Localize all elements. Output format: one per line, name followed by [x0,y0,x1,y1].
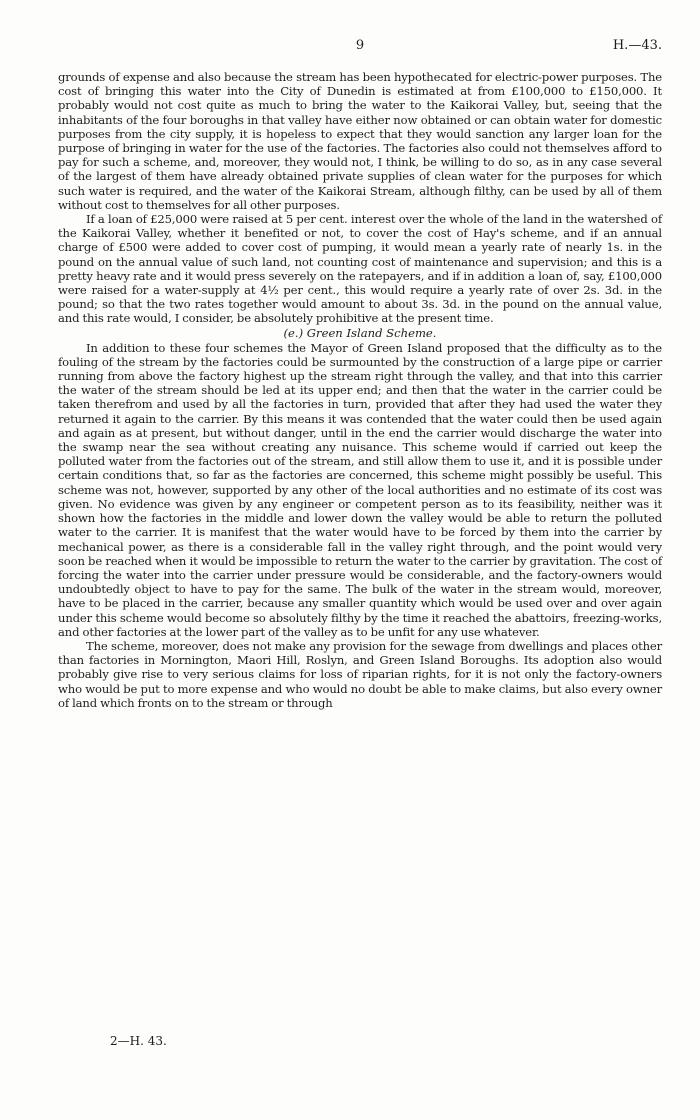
document-body [58,70,662,710]
paragraph-loan-rates: If a loan of £25,000 were raised at 5 per cent. interest over the whole of the land in the watershed of the Kaikorai Valley, whether it benefited or not, to cover the cost of Hay's scheme, and if an annual charge of £500 were added to cover cost of pumping, it would mean a yearly rate of nearly 1s. in the pound on the annual value of such land, not counting cost of maintenance and supervision; and this is a pretty heavy rate and it would press severely on the ratepayers, and if in addition a loan of, say, £100,000 were raised for a water-supply at 4½ per cent., this would require a yearly rate of over 2s. 3d. in the pound; so that the two rates together would amount to about 3s. 3d. in the pound on the annual value, and this rate would, I consider, be absolutely prohibitive at the present time. [58,212,662,326]
page-number: 9 [355,38,365,53]
paragraph-sewage-provision: The scheme, moreover, does not make any provision for the sewage from dwellings and places other than factories in Mornington, Maori Hill, Roslyn, and Green Island Boroughs. Its adoption also would probably give rise to very serious claims for loss of riparian rights, for it is not only the factory-owners who would be put to more expense and who would no doubt be able to make claims, but also every owner of land which fronts on to the stream or through [58,638,662,710]
paragraph-continuation: grounds of expense and also because the stream has been hypothecated for electric-power purposes. The cost of bringing this water into the City of Dunedin is estimated at from £100,000 to £150,000. It probably would not cost quite as much to bring the water to the Kaikorai Valley, but, seeing that the inhabitants of the four boroughs in that valley have either now obtained or can obtain water for domestic purposes from the city supply, it is hopeless to expect that they would sanction any larger loan for the purpose of bringing in water for the use of the factories. The factories also could not themselves afford to pay for such a scheme, and, moreover, they would not, I think, be willing to do so, as in any case several of the largest of them have already obtained private supplies of clean water for the purposes for which such water is required, and the water of the Kaikorai Stream, although filthy, can be used by all of them without cost to themselves for all other purposes. [58,70,662,212]
page-header [58,38,662,58]
paragraph-green-island-scheme: In addition to these four schemes the Mayor of Green Island proposed that the difficulty as to the fouling of the stream by the factories could be surmounted by the construction of a large pipe or carrier running from above the factory highest up the stream right through the valley, and that into this carrier the water of the stream should be led at its upper end; and then that the water in the carrier could be taken therefrom and used by all the factories in turn, provided that after they had used the water they returned it again to the carrier. By this means it was contended that the water could then be used again and again as at present, but without danger, until in the end the carrier would discharge the water into the swamp near the sea without creating any nuisance. This scheme would if carried out keep the polluted water from the factories out of the stream, and still allow them to use it, and it is possible under certain conditions that, so far as the factories are concerned, this scheme might possibly be useful. This scheme was not, however, supported by any other of the local authorities and no estimate of its cost was given. No evidence was given by any engineer or competent person as to its feasibility, neither was it shown how the factories in the middle and lower down the valley would be able to return the polluted water to the carrier. It is manifest that the water would have to be forced by them into the carrier by mechanical power, as there is a considerable fall in the valley right through, and the point would very soon be reached when it would be impossible to return the water to the carrier by gravitation. The cost of forcing the water into the carrier under pressure would be considerable, and the factory-owners would undoubtedly object to have to pay for the same. The bulk of the water in the stream would, moreover, have to be placed in the carrier, because any smaller quantity which would be used over and over again under this scheme would become so absolutely filthy by the time it reached the abattoirs, freezing-works, and other factories at the lower part of the valley as to be unfit for any use whatever. [58,340,662,639]
section-heading-green-island: (e.) Green Island Scheme. [283,325,437,340]
document-reference: H.—43. [612,38,662,53]
page-footer-signature: 2—H. 43. [110,1034,167,1048]
